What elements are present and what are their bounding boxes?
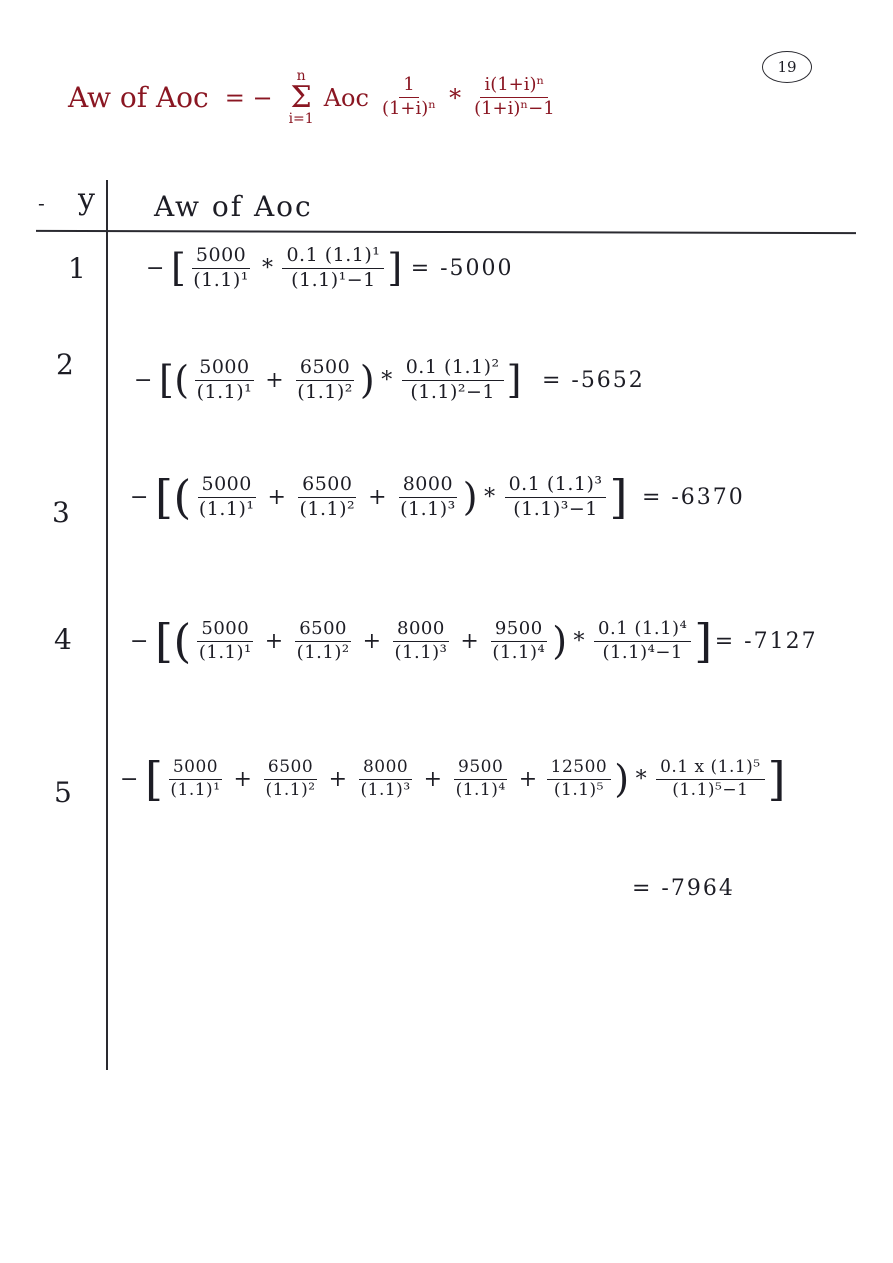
year-3: 3 <box>52 496 70 529</box>
term-num: 12500 <box>547 759 612 780</box>
factor-den: (1.1)²−1 <box>410 380 495 403</box>
paren-close: ) <box>359 358 376 403</box>
formula-f1-num: 1 <box>399 76 418 98</box>
row-2-factor <box>402 358 504 403</box>
year-2: 2 <box>56 348 74 381</box>
term-num: 8000 <box>359 759 412 780</box>
row-3-factor <box>505 472 607 520</box>
summation <box>289 68 314 127</box>
formula-f2-num: i(1+i)ⁿ <box>480 76 548 98</box>
term-num: 5000 <box>169 759 222 780</box>
term-num: 6500 <box>264 759 317 780</box>
minus-sign: − <box>134 367 153 393</box>
row-4-term-4 <box>488 617 549 663</box>
row-3-result: = -6370 <box>641 484 745 510</box>
term-num: 5000 <box>198 475 256 498</box>
row-1-result: = -5000 <box>410 255 514 281</box>
term-den: (1.1)³ <box>400 497 456 520</box>
table-vertical-rule <box>106 180 108 1070</box>
row-5-term-1 <box>166 756 224 800</box>
paren-close: ) <box>462 475 479 519</box>
year-4: 4 <box>54 623 72 656</box>
row-3-term-2 <box>295 472 359 520</box>
row-2-result: = -5652 <box>541 367 645 393</box>
bracket-open: [( <box>154 614 192 668</box>
term-num: 9500 <box>491 620 547 642</box>
term-den: (1.1)⁴ <box>492 641 546 663</box>
paren-close: ) <box>552 619 568 663</box>
row-2-term-1 <box>193 358 257 403</box>
row-4-result: = -7127 <box>714 628 818 654</box>
factor-den: (1.1)¹−1 <box>291 268 376 291</box>
row-4-term-1 <box>195 617 256 663</box>
bracket-close: ] <box>609 470 628 524</box>
row-5-expression <box>114 752 787 806</box>
table-horizontal-rule <box>36 230 856 234</box>
row-4-term-3 <box>391 617 452 663</box>
minus-sign: − <box>120 766 139 792</box>
year-1: 1 <box>68 252 86 285</box>
plus: + <box>362 628 382 654</box>
sum-bottom: i=1 <box>288 111 314 127</box>
term-den: (1.1)¹ <box>193 268 249 291</box>
sum-symbol: Σ <box>290 80 312 115</box>
factor-num: 0.1 (1.1)¹ <box>282 246 384 269</box>
factor-num: 0.1 x (1.1)⁵ <box>656 759 765 780</box>
row-5-term-2 <box>261 756 319 800</box>
plus: + <box>368 484 388 510</box>
factor-num: 0.1 (1.1)⁴ <box>594 620 691 642</box>
term-den: (1.1)² <box>265 779 316 800</box>
year-5: 5 <box>54 776 72 809</box>
term-num: 6500 <box>295 620 351 642</box>
formula-lhs: Aw of Aoc <box>68 81 209 114</box>
plus: + <box>328 766 348 792</box>
star: * <box>635 766 648 792</box>
bracket-close: ] <box>694 614 713 668</box>
row-1-expression <box>140 246 514 291</box>
row-1-factor <box>282 246 384 291</box>
paren-close: ) <box>614 757 630 801</box>
row-5-result: = -7964 <box>632 876 735 901</box>
row-3-term-3 <box>396 472 460 520</box>
page-number: 19 <box>777 58 797 76</box>
minus-sign: − <box>130 628 149 654</box>
term-den: (1.1)⁵ <box>553 779 604 800</box>
row-5-term-3 <box>357 756 415 800</box>
bracket-open: [( <box>158 358 190 403</box>
term-num: 5000 <box>192 246 250 269</box>
factor-den: (1.1)⁴−1 <box>602 641 683 663</box>
term-den: (1.1)² <box>297 380 353 403</box>
plus: + <box>460 628 480 654</box>
factor-den: (1.1)³−1 <box>513 497 598 520</box>
term-num: 8000 <box>393 620 449 642</box>
bracket-close: ] <box>387 246 403 291</box>
term-den: (1.1)³ <box>394 641 448 663</box>
formula-eq: = − <box>224 83 273 112</box>
factor-num: 0.1 (1.1)³ <box>505 475 607 498</box>
header-dash: - <box>38 191 45 215</box>
row-3-expression <box>124 470 745 524</box>
formula-fraction-2 <box>470 76 559 119</box>
term-den: (1.1)¹ <box>196 380 253 403</box>
page-number-circle <box>762 51 812 83</box>
plus: + <box>264 628 284 654</box>
header-y: y <box>78 182 95 217</box>
term-den: (1.1)³ <box>360 779 411 800</box>
term-num: 9500 <box>454 759 507 780</box>
row-2-term-2 <box>293 358 357 403</box>
bracket-open: [ <box>170 246 187 291</box>
plus: + <box>265 367 285 393</box>
term-den: (1.1)² <box>299 497 356 520</box>
row-4-term-2 <box>293 617 354 663</box>
row-3-term-1 <box>195 472 259 520</box>
star: * <box>381 367 393 393</box>
formula-f1-den: (1+i)ⁿ <box>381 98 437 119</box>
row-5-factor <box>656 756 765 800</box>
bracket-open: [ <box>144 752 164 806</box>
plus: + <box>518 766 538 792</box>
formula-fraction-1 <box>378 76 440 119</box>
row-5-term-5 <box>547 756 612 800</box>
row-2-expression <box>128 358 645 403</box>
row-1-term-1 <box>189 246 253 291</box>
term-num: 5000 <box>195 358 253 381</box>
plus: + <box>233 766 253 792</box>
minus-sign: − <box>146 255 165 281</box>
sum-top: n <box>296 68 306 84</box>
row-5-term-4 <box>452 756 510 800</box>
bracket-close: ] <box>506 358 522 403</box>
row-4-expression <box>124 614 818 668</box>
bracket-close: ] <box>767 752 787 806</box>
term-den: (1.1)¹ <box>198 497 255 520</box>
row-4-factor <box>594 617 691 663</box>
formula-f2-den: (1+i)ⁿ−1 <box>474 98 555 119</box>
term-den: (1.1)¹ <box>198 641 252 663</box>
term-den: (1.1)² <box>296 641 350 663</box>
star: * <box>261 255 274 281</box>
formula <box>68 68 562 127</box>
factor-num: 0.1 (1.1)² <box>402 358 504 381</box>
term-den: (1.1)¹ <box>170 779 221 800</box>
formula-term: Aoc <box>323 83 369 112</box>
term-num: 8000 <box>399 475 457 498</box>
star: * <box>573 628 586 654</box>
term-num: 6500 <box>296 358 354 381</box>
minus-sign: − <box>130 484 149 510</box>
term-den: (1.1)⁴ <box>455 779 506 800</box>
plus: + <box>267 484 287 510</box>
bracket-open: [( <box>154 470 192 524</box>
term-num: 6500 <box>298 475 356 498</box>
factor-den: (1.1)⁵−1 <box>672 779 749 800</box>
plus: + <box>423 766 443 792</box>
header-aw-of-aoc: Aw of Aoc <box>154 190 313 223</box>
formula-star: * <box>449 83 462 112</box>
term-num: 5000 <box>197 620 253 642</box>
star: * <box>484 484 496 510</box>
